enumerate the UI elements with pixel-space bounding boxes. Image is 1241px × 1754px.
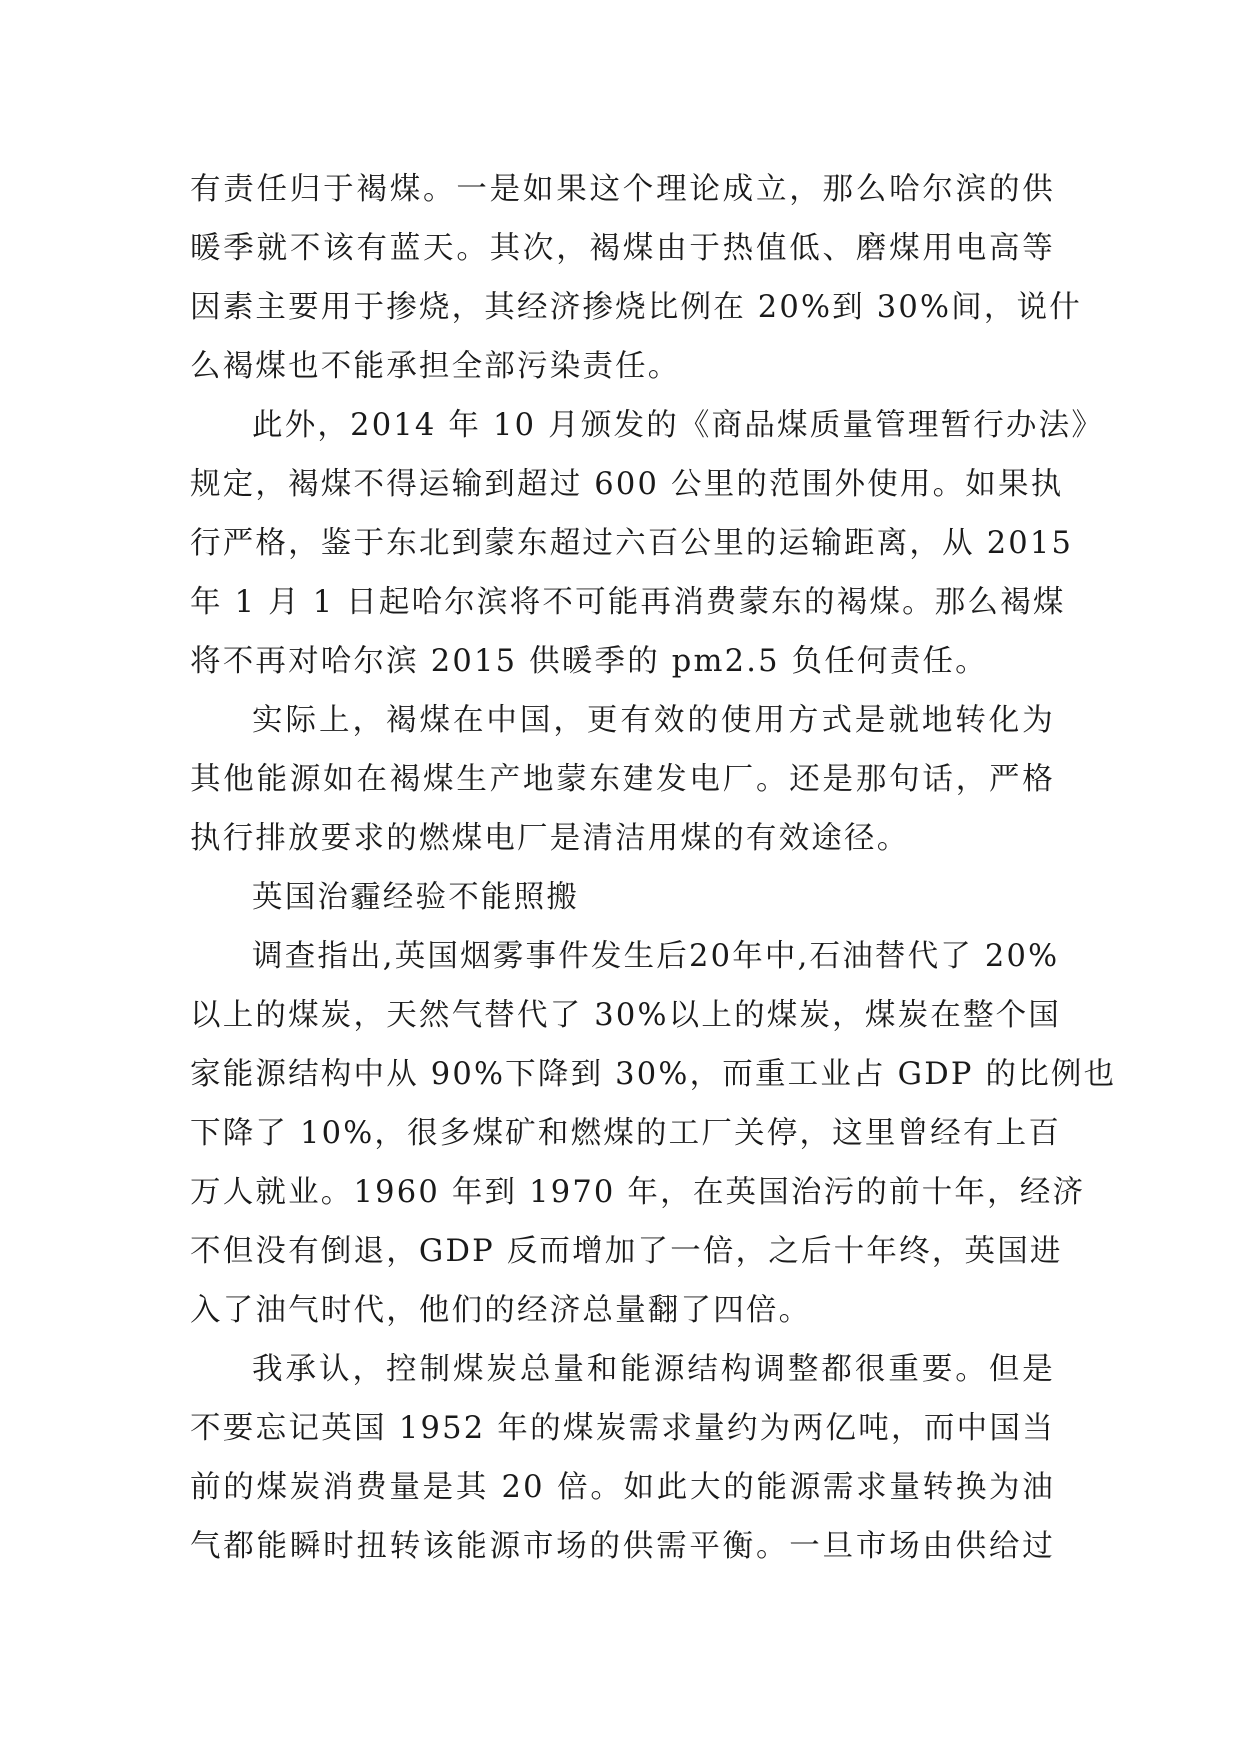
text-line: 执行排放要求的燃煤电厂是清洁用煤的有效途径。 xyxy=(190,821,910,856)
text-line: 规定，褐煤不得运输到超过 600 公里的范围外使用。如果执 xyxy=(190,467,1064,502)
text-line: 有责任归于褐煤。一是如果这个理论成立，那么哈尔滨的供 xyxy=(190,172,1055,207)
text-line: 不要忘记英国 1952 年的煤炭需求量约为两亿吨，而中国当 xyxy=(190,1411,1055,1446)
text-line: 家能源结构中从 90%下降到 30%，而重工业占 GDP 的比例也 xyxy=(190,1057,1117,1092)
text-line: 下降了 10%，很多煤矿和燃煤的工厂关停，这里曾经有上百 xyxy=(190,1116,1062,1151)
section-heading: 英国治霾经验不能照搬 xyxy=(252,880,579,915)
text-line: 此外，2014 年 10 月颁发的《商品煤质量管理暂行办法》 xyxy=(252,408,1105,443)
text-line: 暖季就不该有蓝天。其次，褐煤由于热值低、磨煤用电高等 xyxy=(190,231,1055,266)
text-line: 入了油气时代，他们的经济总量翻了四倍。 xyxy=(190,1293,812,1328)
text-line: 不但没有倒退，GDP 反而增加了一倍，之后十年终，英国进 xyxy=(190,1234,1063,1269)
text-line: 实际上，褐煤在中国，更有效的使用方式是就地转化为 xyxy=(252,703,1055,738)
text-line: 万人就业。1960 年到 1970 年，在英国治污的前十年，经济 xyxy=(190,1175,1086,1210)
text-line: 将不再对哈尔滨 2015 供暖季的 pm2.5 负任何责任。 xyxy=(190,644,988,679)
text-line: 以上的煤炭，天然气替代了 30%以上的煤炭，煤炭在整个国 xyxy=(190,998,1062,1033)
text-line: 行严格，鉴于东北到蒙东超过六百公里的运输距离，从 2015 xyxy=(190,526,1074,561)
text-line: 前的煤炭消费量是其 20 倍。如此大的能源需求量转换为油 xyxy=(190,1470,1055,1505)
document-body xyxy=(190,160,1117,1576)
text-line: 其他能源如在褐煤生产地蒙东建发电厂。还是那句话，严格 xyxy=(190,762,1055,797)
text-line: 我承认，控制煤炭总量和能源结构调整都很重要。但是 xyxy=(252,1352,1055,1387)
text-line: 因素主要用于掺烧，其经济掺烧比例在 20%到 30%间，说什 xyxy=(190,290,1082,325)
text-line: 调查指出,英国烟雾事件发生后20年中,石油替代了 20% xyxy=(252,939,1060,974)
text-line: 么褐煤也不能承担全部污染责任。 xyxy=(190,349,681,384)
text-line: 气都能瞬时扭转该能源市场的供需平衡。一旦市场由供给过 xyxy=(190,1529,1055,1564)
text-line: 年 1 月 1 日起哈尔滨将不可能再消费蒙东的褐煤。那么褐煤 xyxy=(190,585,1066,620)
